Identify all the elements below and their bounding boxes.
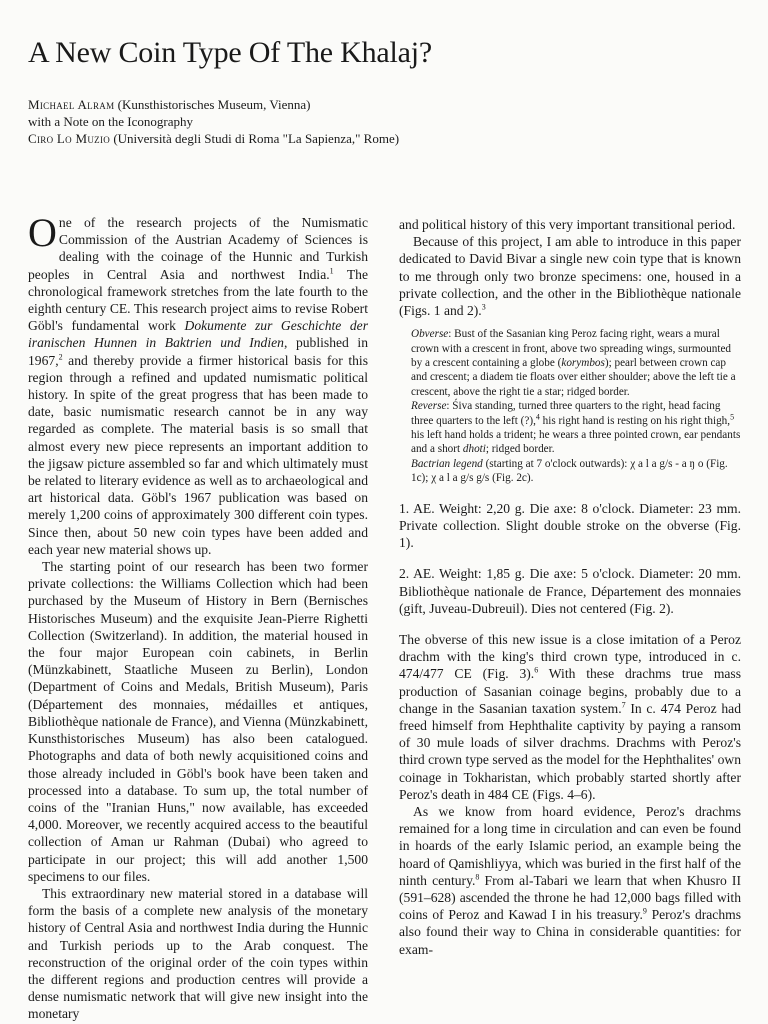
paragraph: The starting point of our research has been two former private collections: the Williams Collection which had been purchased by the Museum of History in Bern (Bernisches Historisches Museum) and the exquisite Jean-Pierre Righetti Collection (Switzerland). In addition, the material housed in the four major European coin cabinets, in Berlin (Münzkabinett, Staatliche Museen zu Berlin), London (Department of Coins and Medals, British Museum), Paris (Département des monnaies, médailles et antiques, Bibliothèque nationale de France), and Vienna (Münzkabinett, Kunsthistorisches Museum) has also been catalogued. Photographs and data of both newly acquisitioned coins and those already included in Göbl's book have been taken and processed into a database. To sum up, the total number of coins of the "Iranian Huns," now available, has exceeded 4,000. Moreover, we recently acquired access to the beautiful collection of Aman ur Rahman (Dubai) who agreed to participate in our project; this will add another 1,500 specimens to our files. bbox=[28, 559, 368, 884]
drop-cap: O bbox=[28, 210, 57, 255]
author-name: Michael Alram bbox=[28, 97, 115, 112]
footnote-ref[interactable]: 2 bbox=[58, 352, 63, 362]
footnote-ref[interactable]: 5 bbox=[730, 411, 735, 421]
paragraph: This extraordinary new material stored in a database will form the basis of a complete new analysis of the monetary history of Central Asia and northwest India during the Hunnic and Turkish periods up to the Arab conquest. The reconstruction of the original order of the coin types within the different regions and production centres will provide a dense numismatic network that will give new insight into the monetary bbox=[28, 885, 368, 1022]
author-affiliation: (Kunsthistorisches Museum, Vienna) bbox=[117, 97, 311, 112]
author-affiliation: (Università degli Studi di Roma "La Sapienza," Rome) bbox=[113, 131, 400, 146]
paragraph: Because of this project, I am able to introduce in this paper dedicated to David Bivar a single new coin type that is known to me through only two bronze specimens: one, housed in a private collection, and the other in the Bibliothèque nationale (Figs. 1 and 2).$^3$ bbox=[399, 234, 741, 319]
catalogue-entry-2: 2. AE. Weight: 1,85 g. Die axe: 5 o'clock. Diameter: 20 mm. Bibliothèque nationale de France, Département des monnaies (gift, Juveau-Dubreuil). Dies not centered (Fig. 2). bbox=[399, 566, 741, 616]
obverse-description: Obverse: Bust of the Sasanian king Peroz facing right, wears a mural crown with a crescent in front, above two spreading wings, surmounted by a crescent containing a globe (korymbos); pearl between crown cap and crescent; a diadem tie floats over either shoulder; above the left tie a crescent, above the right tie a star; ridged border. bbox=[411, 328, 736, 398]
page-title: A New Coin Type Of The Khalaj? bbox=[28, 36, 433, 69]
footnote-ref[interactable]: 3 bbox=[481, 302, 486, 312]
paragraph: One of the research projects of the Numismatic Commission of the Austrian Academy of Sciences is dealing with the coinage of the Hunnic and Turkish peoples in Central Asia and northwest India.$^1$ The chronological framework stretches from the late fourth to the eighth century CE. This research project aims to revise Robert Göbl's fundamental work Dokumente zur Geschichte der iranischen Hunnen in Baktrien und Indien, published in 1967,$^2$ and thereby provide a firmer historical basis for this region through a refined and updated numismatic political history. In spite of the great progress that has been made to date, basic numismatic research cannot be in any way regarded as complete. The material basis is so small that almost every new piece represents an important addition to the jigsaw picture assembled so far and which ultimately must be related to literary evidence as well as to archaeological and art historical data. Göbl's 1967 publication was based on merely 1,200 coins of approximately 300 different coin types. Since then, about 50 new coin types have been added and each year new material shows up. bbox=[28, 210, 368, 557]
footnote-ref[interactable]: 7 bbox=[621, 700, 626, 710]
note-line: with a Note on the Iconography bbox=[28, 114, 193, 129]
author-name: Ciro Lo Muzio bbox=[28, 131, 111, 146]
coin-description bbox=[411, 327, 741, 485]
right-column bbox=[399, 216, 741, 958]
paragraph: and political history of this very important transitional period. bbox=[399, 217, 736, 232]
paragraph: The obverse of this new issue is a close imitation of a Peroz drachm with the king's third crown type, introduced in c. 474/477 CE (Fig. 3).$^6$ With these drachms true mass production of Sasanian coinage begins, probably due to a change in the Sasanian taxation system.$^7$ In c. 474 Peroz had freed himself from Hephthalite captivity by paying a ransom of 30 mule loads of silver drachms. Drachms with Peroz's third crown type served as the model for the Hephthalites' own coinage in Tokharistan, which probably started shortly after Peroz's death in 484 CE (Figs. 4–6). bbox=[399, 631, 742, 802]
left-column bbox=[28, 210, 368, 1023]
reverse-description: Reverse: Śiva standing, turned three quarters to the right, head facing three quarters to the left (?),$^4$ his right hand is resting on his right thigh,$^5$ his left hand holds a trident; he wears a three pointed crown, ear pendants and a short dhoti; ridged border. bbox=[411, 400, 741, 456]
footnote-ref[interactable]: 9 bbox=[642, 906, 647, 916]
author-block bbox=[28, 96, 399, 147]
legend-description: Bactrian legend (starting at 7 o'clock outwards): χ a l a g/s - a ŋ o (Fig. 1c); χ a l a g/s g/s (Fig. 2c). bbox=[411, 457, 728, 485]
work-title: Dokumente zur Geschichte der iranischen Hunnen in Baktrien und Indien bbox=[28, 318, 368, 351]
footnote-ref[interactable]: 1 bbox=[329, 266, 334, 276]
footnote-ref[interactable]: 4 bbox=[535, 411, 540, 421]
footnote-ref[interactable]: 8 bbox=[475, 872, 480, 882]
author-line-1 bbox=[28, 96, 399, 113]
footnote-ref[interactable]: 6 bbox=[534, 665, 539, 675]
author-line-2 bbox=[28, 130, 399, 147]
paragraph: As we know from hoard evidence, Peroz's drachms remained for a long time in circulation and can even be found in hoards of the early Islamic period, an example being the hoard of Qamishliyya, which was buried in the first half of the ninth century.$^8$ From al-Tabari we learn that when Khusro II (591–628) ascended the throne he had 12,000 bags filled with coins of Peroz and Kawad I in his treasury.$^9$ Peroz's drachms also found their way to China in considerable quantities: for exam- bbox=[399, 803, 741, 957]
catalogue-entry-1: 1. AE. Weight: 2,20 g. Die axe: 8 o'clock. Diameter: 23 mm. Private collection. Slight double stroke on the obverse (Fig. 1). bbox=[399, 500, 741, 551]
